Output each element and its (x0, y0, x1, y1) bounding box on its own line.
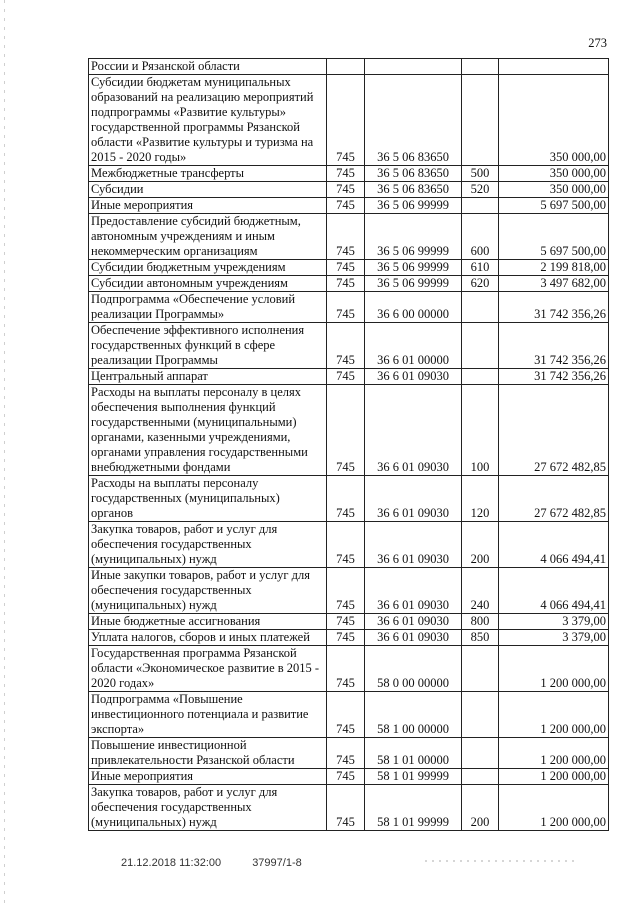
table-row (89, 692, 609, 738)
row-vr-code: 200 (462, 785, 499, 831)
row-name: Подпрограмма «Повышение инвестиционного потенциала и развитие экспорта» (89, 692, 327, 738)
row-csr-code: 36 6 01 09030 (365, 522, 462, 568)
row-csr-code: 58 1 00 00000 (365, 692, 462, 738)
budget-table (88, 58, 609, 831)
row-name: Расходы на выплаты персоналу государственных (муниципальных) органов (89, 476, 327, 522)
row-vr-code: 240 (462, 568, 499, 614)
row-csr-code: 36 6 01 09030 (365, 614, 462, 630)
row-amount: 350 000,00 (499, 182, 609, 198)
table-row (89, 260, 609, 276)
row-csr-code: 36 5 06 99999 (365, 276, 462, 292)
table-row (89, 476, 609, 522)
row-vr-code (462, 198, 499, 214)
table-row (89, 292, 609, 323)
footer-timestamp: 21.12.2018 11:32:00 (121, 857, 222, 869)
row-gr-code: 745 (327, 738, 365, 769)
table-row (89, 568, 609, 614)
row-vr-code (462, 692, 499, 738)
row-csr-code: 36 6 01 09030 (365, 385, 462, 476)
row-amount: 31 742 356,26 (499, 292, 609, 323)
row-csr-code: 36 5 06 99999 (365, 260, 462, 276)
row-vr-code (462, 646, 499, 692)
row-name: Субсидии (89, 182, 327, 198)
row-amount: 5 697 500,00 (499, 214, 609, 260)
row-csr-code: 58 1 01 99999 (365, 785, 462, 831)
row-vr-code: 610 (462, 260, 499, 276)
table-row (89, 214, 609, 260)
row-name: Центральный аппарат (89, 369, 327, 385)
row-csr-code: 58 0 00 00000 (365, 646, 462, 692)
row-csr-code: 36 6 01 00000 (365, 323, 462, 369)
footer (121, 857, 330, 869)
row-amount: 31 742 356,26 (499, 323, 609, 369)
table-row (89, 646, 609, 692)
row-csr-code: 36 6 01 09030 (365, 369, 462, 385)
row-vr-code (462, 369, 499, 385)
row-amount: 350 000,00 (499, 166, 609, 182)
table-row (89, 369, 609, 385)
row-name: Иные мероприятия (89, 198, 327, 214)
row-csr-code: 58 1 01 00000 (365, 738, 462, 769)
row-gr-code: 745 (327, 198, 365, 214)
row-amount: 1 200 000,00 (499, 646, 609, 692)
row-amount: 27 672 482,85 (499, 385, 609, 476)
row-gr-code: 745 (327, 769, 365, 785)
row-name: Иные закупки товаров, работ и услуг для обеспечения государственных (муниципальных) нужд (89, 568, 327, 614)
row-amount: 1 200 000,00 (499, 738, 609, 769)
row-name: Иные бюджетные ассигнования (89, 614, 327, 630)
table-row (89, 166, 609, 182)
table-row (89, 769, 609, 785)
row-gr-code: 745 (327, 182, 365, 198)
row-amount: 350 000,00 (499, 75, 609, 166)
row-csr-code: 36 6 01 09030 (365, 476, 462, 522)
row-vr-code (462, 59, 499, 75)
row-vr-code: 500 (462, 166, 499, 182)
table-row (89, 182, 609, 198)
row-gr-code: 745 (327, 214, 365, 260)
row-name: Подпрограмма «Обеспечение условий реализации Программы» (89, 292, 327, 323)
table-row (89, 276, 609, 292)
row-amount: 31 742 356,26 (499, 369, 609, 385)
row-amount: 3 379,00 (499, 614, 609, 630)
row-csr-code: 36 6 00 00000 (365, 292, 462, 323)
scan-edge-artifact (4, 0, 5, 905)
row-amount (499, 59, 609, 75)
table-row (89, 385, 609, 476)
row-amount: 1 200 000,00 (499, 692, 609, 738)
row-gr-code: 745 (327, 369, 365, 385)
row-amount: 2 199 818,00 (499, 260, 609, 276)
row-name: Межбюджетные трансферты (89, 166, 327, 182)
row-vr-code: 850 (462, 630, 499, 646)
table-row (89, 75, 609, 166)
row-vr-code: 100 (462, 385, 499, 476)
row-gr-code: 745 (327, 385, 365, 476)
row-gr-code: 745 (327, 630, 365, 646)
row-name: Закупка товаров, работ и услуг для обеспечения государственных (муниципальных) нужд (89, 785, 327, 831)
row-csr-code: 36 5 06 83650 (365, 166, 462, 182)
row-name: Закупка товаров, работ и услуг для обеспечения государственных (муниципальных) нужд (89, 522, 327, 568)
row-amount: 3 497 682,00 (499, 276, 609, 292)
row-gr-code (327, 59, 365, 75)
row-csr-code: 36 5 06 99999 (365, 198, 462, 214)
table-row (89, 785, 609, 831)
row-gr-code: 745 (327, 276, 365, 292)
row-vr-code: 620 (462, 276, 499, 292)
row-csr-code: 36 5 06 83650 (365, 182, 462, 198)
row-gr-code: 745 (327, 785, 365, 831)
row-amount: 27 672 482,85 (499, 476, 609, 522)
row-vr-code: 520 (462, 182, 499, 198)
table-row (89, 630, 609, 646)
row-name: Обеспечение эффективного исполнения государственных функций в сфере реализации Программы (89, 323, 327, 369)
row-name: Повышение инвестиционной привлекательности Рязанской области (89, 738, 327, 769)
row-gr-code: 745 (327, 614, 365, 630)
row-csr-code: 36 6 01 09030 (365, 568, 462, 614)
row-name: Расходы на выплаты персоналу в целях обеспечения выполнения функций государственными (муниципальными) органами, казенными учреждениями, органами управления государственными внебюджетными фондами (89, 385, 327, 476)
row-name: Уплата налогов, сборов и иных платежей (89, 630, 327, 646)
row-gr-code: 745 (327, 260, 365, 276)
row-name: России и Рязанской области (89, 59, 327, 75)
row-vr-code: 800 (462, 614, 499, 630)
footer-doc-id: 37997/1-8 (252, 857, 302, 869)
row-amount: 4 066 494,41 (499, 522, 609, 568)
table-row (89, 522, 609, 568)
table-row (89, 198, 609, 214)
row-gr-code: 745 (327, 568, 365, 614)
row-vr-code: 120 (462, 476, 499, 522)
row-csr-code: 58 1 01 99999 (365, 769, 462, 785)
row-gr-code: 745 (327, 166, 365, 182)
row-csr-code: 36 5 06 83650 (365, 75, 462, 166)
row-name: Предоставление субсидий бюджетным, автономным учреждениям и иным некоммерческим организациям (89, 214, 327, 260)
row-name: Государственная программа Рязанской области «Экономическое развитие в 2015 - 2020 годах» (89, 646, 327, 692)
row-csr-code: 36 6 01 09030 (365, 630, 462, 646)
page-number: 273 (588, 36, 607, 50)
row-vr-code: 600 (462, 214, 499, 260)
row-name: Субсидии бюджетам муниципальных образований на реализацию мероприятий подпрограммы «Развитие культуры» государственной программы Рязанской области «Развитие культуры и туризма на 2015 - 2020 годы» (89, 75, 327, 166)
row-amount: 1 200 000,00 (499, 785, 609, 831)
table-row (89, 323, 609, 369)
row-vr-code (462, 292, 499, 323)
table-row (89, 59, 609, 75)
row-vr-code (462, 75, 499, 166)
table-row (89, 614, 609, 630)
table-row (89, 738, 609, 769)
row-name: Субсидии автономным учреждениям (89, 276, 327, 292)
row-vr-code (462, 769, 499, 785)
row-gr-code: 745 (327, 292, 365, 323)
row-amount: 3 379,00 (499, 630, 609, 646)
scan-noise-artifact (425, 860, 575, 862)
row-csr-code: 36 5 06 99999 (365, 214, 462, 260)
row-csr-code (365, 59, 462, 75)
row-amount: 5 697 500,00 (499, 198, 609, 214)
row-vr-code (462, 738, 499, 769)
row-name: Субсидии бюджетным учреждениям (89, 260, 327, 276)
row-gr-code: 745 (327, 476, 365, 522)
row-vr-code: 200 (462, 522, 499, 568)
row-gr-code: 745 (327, 75, 365, 166)
row-gr-code: 745 (327, 522, 365, 568)
row-gr-code: 745 (327, 323, 365, 369)
row-gr-code: 745 (327, 692, 365, 738)
row-amount: 4 066 494,41 (499, 568, 609, 614)
row-name: Иные мероприятия (89, 769, 327, 785)
row-vr-code (462, 323, 499, 369)
budget-table-body (89, 59, 609, 831)
row-gr-code: 745 (327, 646, 365, 692)
row-amount: 1 200 000,00 (499, 769, 609, 785)
